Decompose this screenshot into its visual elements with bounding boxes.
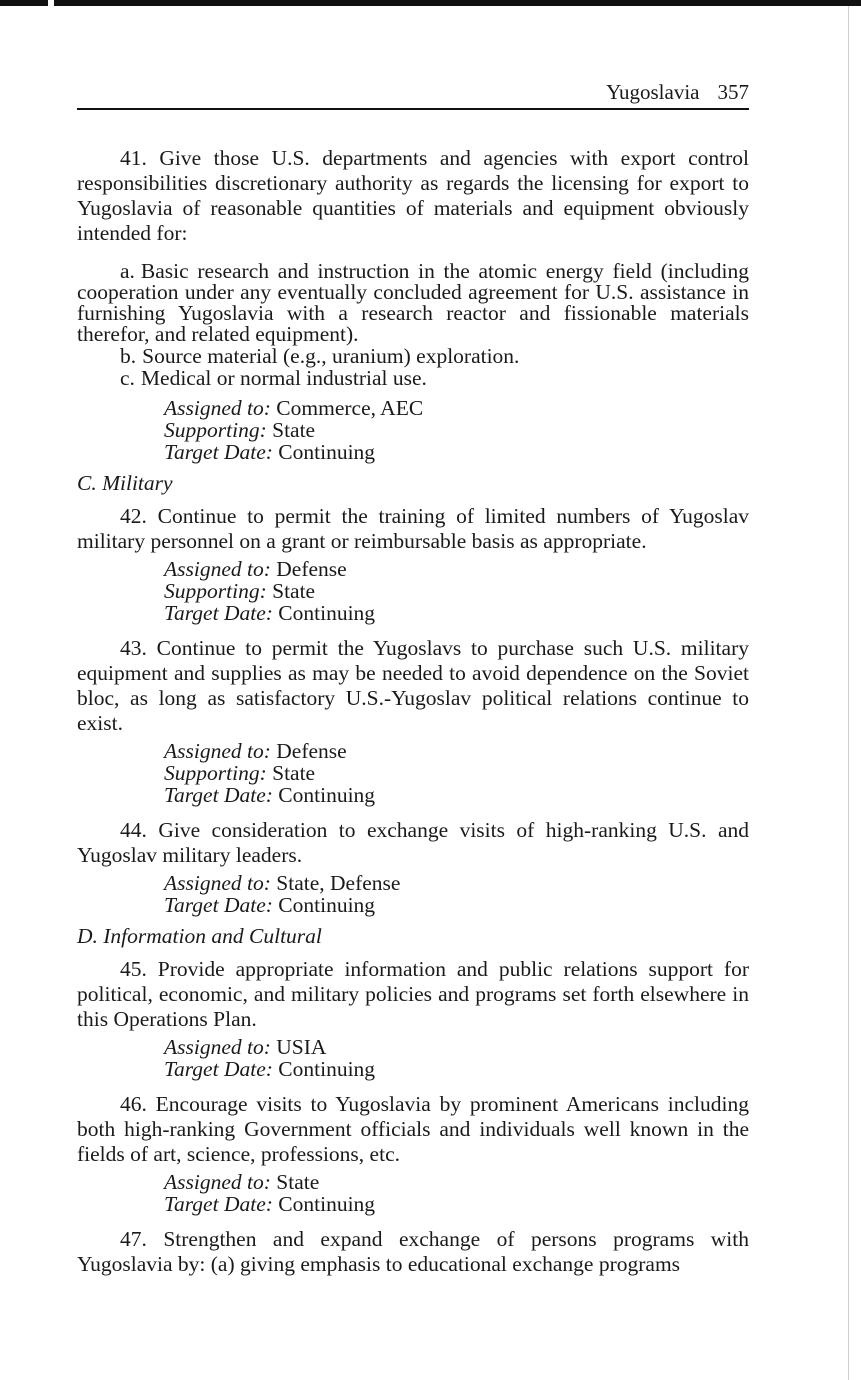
assignment-block-45	[164, 1036, 749, 1080]
assigned-to-label: Assigned to:	[164, 557, 271, 581]
target-date-label: Target Date:	[164, 1192, 273, 1216]
assigned-to-value: Commerce, AEC	[276, 396, 424, 420]
assigned-to-value: Defense	[276, 739, 347, 763]
assigned-to-label: Assigned to:	[164, 871, 271, 895]
page-top-edge	[0, 0, 861, 6]
paragraph-41-list	[77, 261, 749, 389]
assigned-to-line	[164, 558, 749, 580]
section-heading-military: C. Military	[77, 471, 173, 495]
list-marker: a.	[120, 259, 135, 283]
target-date-label: Target Date:	[164, 440, 273, 464]
supporting-value: State	[272, 761, 316, 785]
document-body	[77, 146, 749, 1277]
assigned-to-line	[164, 1036, 749, 1058]
assigned-to-line	[164, 872, 749, 894]
assigned-to-value: Defense	[276, 557, 347, 581]
assigned-to-label: Assigned to:	[164, 1035, 271, 1059]
paragraph-46: 46. Encourage visits to Yugoslavia by prominent Americans including both high-ranking Government officials and individuals well known in the fields of art, science, professions, etc.	[77, 1092, 749, 1166]
paragraph-42: 42. Continue to permit the training of limited numbers of Yugoslav military personnel on a grant or reimbursable basis as appropriate.	[77, 504, 749, 553]
supporting-value: State	[272, 579, 316, 603]
list-item	[77, 345, 749, 367]
supporting-label: Supporting:	[164, 579, 267, 603]
target-date-line	[164, 602, 749, 624]
assigned-to-value: State	[276, 1170, 320, 1194]
target-date-value: Continuing	[278, 893, 376, 917]
paragraph-41: 41. Give those U.S. departments and agencies with export control responsibilities discretionary authority as regards the licensing for export to Yugoslavia of reasonable quantities of materials and equipment obviously intended for:	[77, 146, 749, 245]
target-date-line	[164, 1193, 749, 1215]
page-number: 357	[717, 80, 749, 104]
assigned-to-line	[164, 1171, 749, 1193]
list-item-text: Medical or normal industrial use.	[140, 366, 427, 390]
target-date-value: Continuing	[278, 1192, 376, 1216]
assigned-to-label: Assigned to:	[164, 1170, 271, 1194]
target-date-value: Continuing	[278, 601, 376, 625]
paragraph-44: 44. Give consideration to exchange visits of high-ranking U.S. and Yugoslav military leaders.	[77, 818, 749, 867]
supporting-line	[164, 762, 749, 784]
supporting-line	[164, 419, 749, 441]
target-date-line	[164, 1058, 749, 1080]
assignment-block-43	[164, 740, 749, 806]
document-page	[77, 72, 749, 1277]
supporting-line	[164, 580, 749, 602]
assignment-block-44	[164, 872, 749, 916]
running-head-title: Yugoslavia	[606, 80, 700, 104]
supporting-value: State	[272, 418, 316, 442]
paragraph-47: 47. Strengthen and expand exchange of persons programs with Yugoslavia by: (a) giving emphasis to educational exchange programs	[77, 1227, 749, 1276]
assignment-block-46	[164, 1171, 749, 1215]
target-date-value: Continuing	[278, 440, 376, 464]
list-item-text: Basic research and instruction in the atomic energy field (including cooperation under any eventually concluded agreement for U.S. assistance in furnishing Yugoslavia with a research reactor and fissionable materials therefor, and related equipment).	[77, 259, 749, 346]
paragraph-43: 43. Continue to permit the Yugoslavs to purchase such U.S. military equipment and supplies as may be needed to avoid dependence on the Soviet bloc, as long as satisfactory U.S.-Yugoslav political relations continue to exist.	[77, 636, 749, 735]
list-marker: c.	[120, 366, 135, 390]
page-top-edge-gap	[48, 0, 54, 6]
assigned-to-label: Assigned to:	[164, 739, 271, 763]
target-date-label: Target Date:	[164, 783, 273, 807]
target-date-line	[164, 784, 749, 806]
paragraph-45: 45. Provide appropriate information and public relations support for political, economic, and military policies and programs set forth elsewhere in this Operations Plan.	[77, 957, 749, 1031]
assigned-to-value: USIA	[276, 1035, 327, 1059]
target-date-value: Continuing	[278, 1057, 376, 1081]
target-date-label: Target Date:	[164, 893, 273, 917]
assignment-block-41	[164, 397, 749, 463]
target-date-line	[164, 441, 749, 463]
target-date-label: Target Date:	[164, 601, 273, 625]
list-item	[77, 367, 749, 389]
target-date-value: Continuing	[278, 783, 376, 807]
list-marker: b.	[120, 344, 137, 368]
target-date-label: Target Date:	[164, 1057, 273, 1081]
supporting-label: Supporting:	[164, 418, 267, 442]
assigned-to-line	[164, 740, 749, 762]
assigned-to-label: Assigned to:	[164, 396, 271, 420]
page-right-edge	[848, 6, 849, 1380]
running-head	[77, 72, 749, 110]
list-item-text: Source material (e.g., uranium) exploration.	[142, 344, 520, 368]
assignment-block-42	[164, 558, 749, 624]
assigned-to-value: State, Defense	[276, 871, 401, 895]
supporting-label: Supporting:	[164, 761, 267, 785]
list-item	[77, 261, 749, 345]
section-heading-information-cultural: D. Information and Cultural	[77, 924, 322, 948]
assigned-to-line	[164, 397, 749, 419]
target-date-line	[164, 894, 749, 916]
